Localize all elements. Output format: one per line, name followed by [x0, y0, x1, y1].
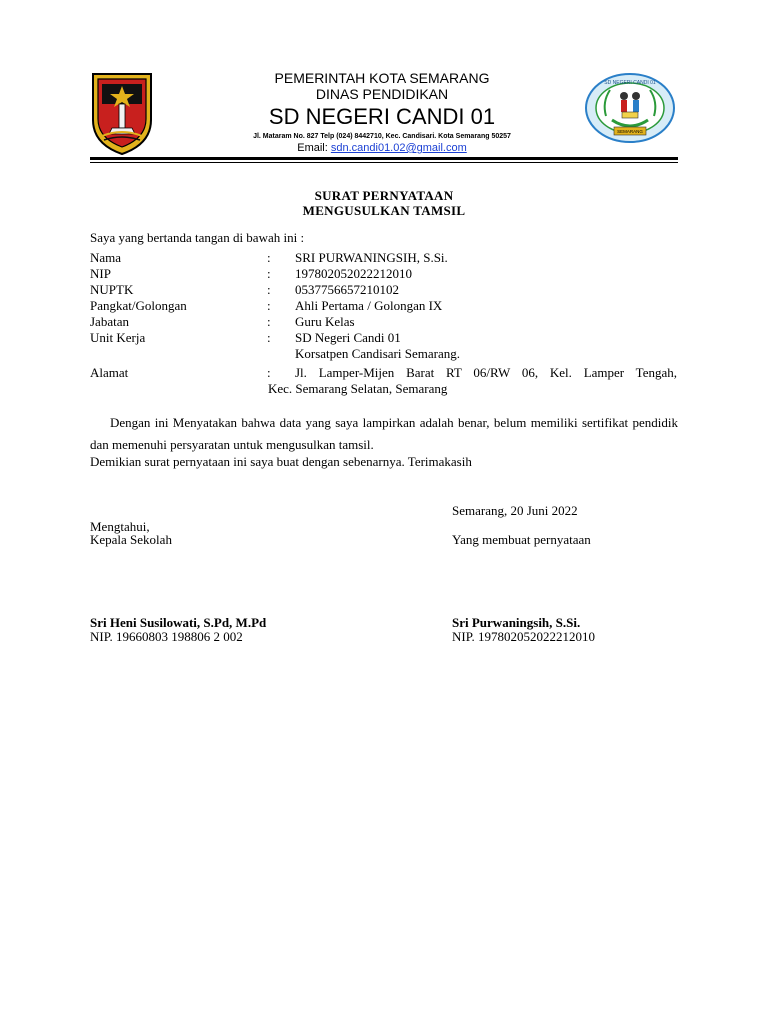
- intro-text: Saya yang bertanda tangan di bawah ini :: [90, 230, 305, 245]
- address-line-1: Jl. Lamper-Mijen Barat RT 06/RW 06, Kel. Lamper Tengah,: [295, 365, 677, 380]
- school-emblem-text: SD NEGERI CANDI 01: [604, 80, 656, 86]
- field-colon: :: [267, 282, 271, 297]
- field-value: Korsatpen Candisari Semarang.: [295, 346, 460, 361]
- school-emblem-banner: SEMARANG: [617, 129, 643, 134]
- email-link[interactable]: sdn.candi01.02@gmail.com: [330, 142, 467, 154]
- field-value: 197802052022212010: [295, 266, 412, 281]
- letterhead-divider-thick: [90, 157, 678, 160]
- school-address: Jl. Mataram No. 827 Telp (024) 8442710, Kec. Candisari. Kota Semarang 50257: [253, 133, 511, 140]
- field-label: NUPTK: [90, 282, 134, 297]
- statement-text: Dengan ini Menyatakan bahwa data yang saya lampirkan adalah benar, belum memiliki sertifikat pendidik dan memenuhi persyaratan untuk mengusulkan tamsil.: [90, 415, 678, 452]
- field-value: Guru Kelas: [295, 314, 355, 329]
- field-label: Pangkat/Golongan: [90, 298, 187, 313]
- closing-text: Demikian surat pernyataan ini saya buat dengan sebenarnya. Terimakasih: [90, 454, 472, 469]
- principal-name: Sri Heni Susilowati, S.Pd, M.Pd: [90, 615, 267, 630]
- title-line-1: SURAT PERNYATAAN: [314, 188, 454, 203]
- principal-title: Kepala Sekolah: [90, 532, 172, 547]
- field-colon: :: [267, 330, 271, 345]
- field-label: Jabatan: [90, 314, 129, 329]
- department-name: DINAS PENDIDIKAN: [315, 86, 449, 102]
- title-line-2: MENGUSULKAN TAMSIL: [302, 203, 466, 218]
- government-name: PEMERINTAH KOTA SEMARANG: [274, 70, 490, 86]
- school-name: SD NEGERI CANDI 01: [268, 104, 496, 129]
- field-colon: :: [267, 266, 271, 281]
- statement-paragraph: [90, 412, 678, 456]
- field-colon: :: [267, 250, 271, 265]
- field-label: Alamat: [90, 365, 129, 380]
- place-date: Semarang, 20 Juni 2022: [452, 503, 578, 518]
- field-colon: :: [267, 298, 271, 313]
- document-title: [90, 188, 678, 218]
- declarant-title: Yang membuat pernyataan: [452, 532, 591, 547]
- field-colon: :: [267, 365, 271, 380]
- acknowledged-label: Mengtahui,: [90, 519, 150, 534]
- field-value: SD Negeri Candi 01: [295, 330, 401, 345]
- declarant-nip: NIP. 197802052022212010: [452, 629, 596, 644]
- letterhead-divider-thin: [90, 162, 678, 163]
- email-line: [200, 141, 564, 155]
- field-label: Unit Kerja: [90, 330, 146, 345]
- field-colon: :: [267, 314, 271, 329]
- email-label: Email:: [297, 142, 331, 154]
- semarang-coat-of-arms-logo: [90, 70, 154, 156]
- letterhead: [200, 70, 564, 155]
- school-emblem-logo: [584, 72, 676, 144]
- address-line-2: Kec. Semarang Selatan, Semarang: [268, 381, 448, 396]
- field-value: SRI PURWANINGSIH, S.Si.: [295, 250, 448, 265]
- declarant-name: Sri Purwaningsih, S.Si.: [452, 615, 581, 630]
- field-value: 0537756657210102: [295, 282, 399, 297]
- principal-nip: NIP. 19660803 198806 2 002: [90, 629, 243, 644]
- field-label: Nama: [90, 250, 122, 265]
- field-label: NIP: [90, 266, 111, 281]
- field-value: Ahli Pertama / Golongan IX: [295, 298, 443, 313]
